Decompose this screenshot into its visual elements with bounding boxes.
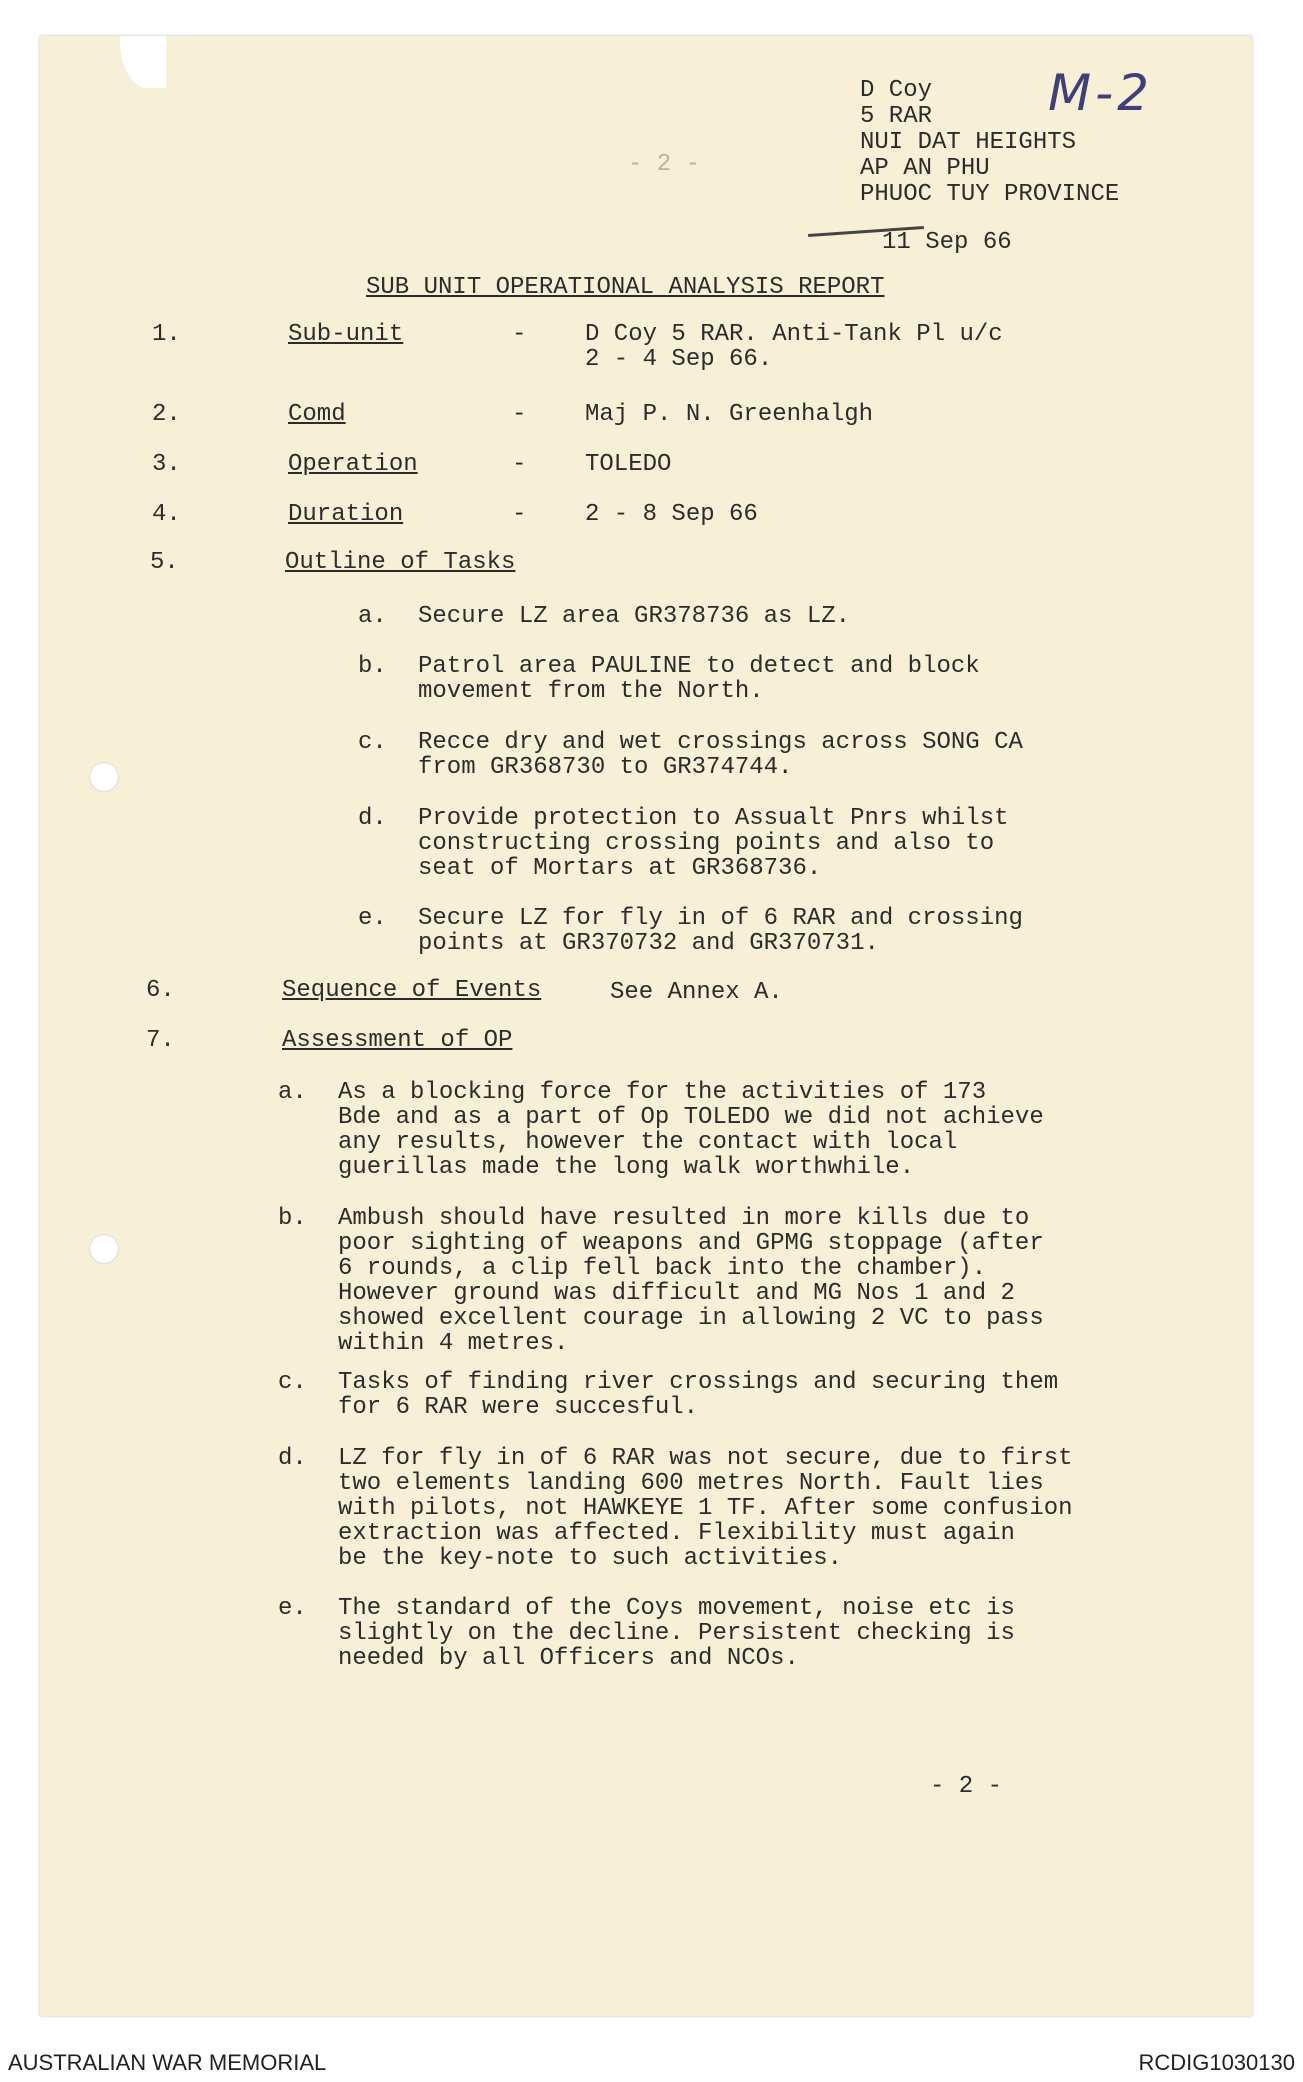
task-line: Secure LZ area GR378736 as LZ. [418,603,851,630]
assessment-line: The standard of the Coys movement, noise etc is [338,1595,1015,1622]
report-date: 11 Sep 66 [882,229,1012,256]
assessment-line: Tasks of finding river crossings and securing them [338,1369,1059,1396]
handwritten-reference: M-2 [1048,64,1153,122]
assessment-letter: b. [278,1205,307,1232]
section-heading: Sequence of Events [282,977,542,1004]
address-line: NUI DAT HEIGHTS [860,129,1077,156]
assessment-line: extraction was affected. Flexibility must again [338,1520,1015,1547]
address-line: 5 RAR [860,103,933,130]
field-value: D Coy 5 RAR. Anti-Tank Pl u/c [585,321,1003,348]
task-line: Provide protection to Assualt Pnrs whilst [418,805,1009,832]
field-separator: - [512,321,527,348]
field-number: 1. [152,321,181,348]
address-line: D Coy [860,77,933,104]
field-number: 2. [152,401,181,428]
assessment-line: Ambush should have resulted in more kills due to [338,1205,1030,1232]
field-label: Duration [288,501,404,528]
section-heading: Assessment of OP [282,1027,513,1054]
assessment-line: However ground was difficult and MG Nos 1 and 2 [338,1280,1015,1307]
punch-hole-upper [89,762,119,792]
task-line: Recce dry and wet crossings across SONG CA [418,729,1023,756]
task-letter: d. [358,805,387,832]
field-separator: - [512,451,527,478]
field-separator: - [512,401,527,428]
task-line: from GR368730 to GR374744. [418,754,793,781]
field-label: Sub-unit [288,321,404,348]
task-line: Patrol area PAULINE to detect and block [418,653,980,680]
section-number: 7. [146,1027,175,1054]
section-text: See Annex A. [610,979,783,1006]
assessment-line: 6 rounds, a clip fell back into the chamber). [338,1255,987,1282]
task-letter: e. [358,905,387,932]
assessment-line: within 4 metres. [338,1330,569,1357]
section-heading: Outline of Tasks [285,549,516,576]
task-letter: a. [358,603,387,630]
section-number: 5. [150,549,179,576]
field-number: 3. [152,451,181,478]
assessment-line: showed excellent courage in allowing 2 VC to pass [338,1305,1044,1332]
field-separator: - [512,501,527,528]
assessment-line: Bde and as a part of Op TOLEDO we did not achieve [338,1104,1044,1131]
assessment-letter: a. [278,1079,307,1106]
field-value: 2 - 8 Sep 66 [585,501,758,528]
page-number: - 2 - [930,1773,1003,1800]
address-line: PHUOC TUY PROVINCE [860,181,1120,208]
section-number: 6. [146,977,175,1004]
assessment-line: with pilots, not HAWKEYE 1 TF. After some confusion [338,1495,1073,1522]
field-value: Maj P. N. Greenhalgh [585,401,874,428]
assessment-letter: c. [278,1369,307,1396]
footer-archive-name: AUSTRALIAN WAR MEMORIAL [8,2050,327,2075]
assessment-line: LZ for fly in of 6 RAR was not secure, due to first [338,1445,1073,1472]
assessment-line: slightly on the decline. Persistent checking is [338,1620,1015,1647]
field-value: 2 - 4 Sep 66. [585,346,773,373]
task-line: constructing crossing points and also to [418,830,995,857]
faint-page-mark: - 2 - [628,151,701,178]
assessment-line: two elements landing 600 metres North. Fault lies [338,1470,1044,1497]
punch-hole-lower [89,1234,119,1264]
field-number: 4. [152,501,181,528]
assessment-line: be the key-note to such activities. [338,1545,843,1572]
report-title: SUB UNIT OPERATIONAL ANALYSIS REPORT [366,274,885,301]
field-label: Comd [288,401,346,428]
task-letter: b. [358,653,387,680]
assessment-line: any results, however the contact with local [338,1129,958,1156]
address-line: AP AN PHU [860,155,990,182]
task-line: movement from the North. [418,678,764,705]
assessment-letter: e. [278,1595,307,1622]
task-line: Secure LZ for fly in of 6 RAR and crossing [418,905,1023,932]
task-line: seat of Mortars at GR368736. [418,855,822,882]
assessment-line: As a blocking force for the activities of 173 [338,1079,987,1106]
footer-record-id: RCDIG1030130 [1138,2050,1295,2075]
task-letter: c. [358,729,387,756]
assessment-letter: d. [278,1445,307,1472]
assessment-line: poor sighting of weapons and GPMG stoppage (after [338,1230,1044,1257]
task-line: points at GR370732 and GR370731. [418,930,879,957]
field-label: Operation [288,451,418,478]
assessment-line: for 6 RAR were succesful. [338,1394,699,1421]
assessment-line: guerillas made the long walk worthwhile. [338,1154,915,1181]
assessment-line: needed by all Officers and NCOs. [338,1645,799,1672]
field-value: TOLEDO [585,451,672,478]
